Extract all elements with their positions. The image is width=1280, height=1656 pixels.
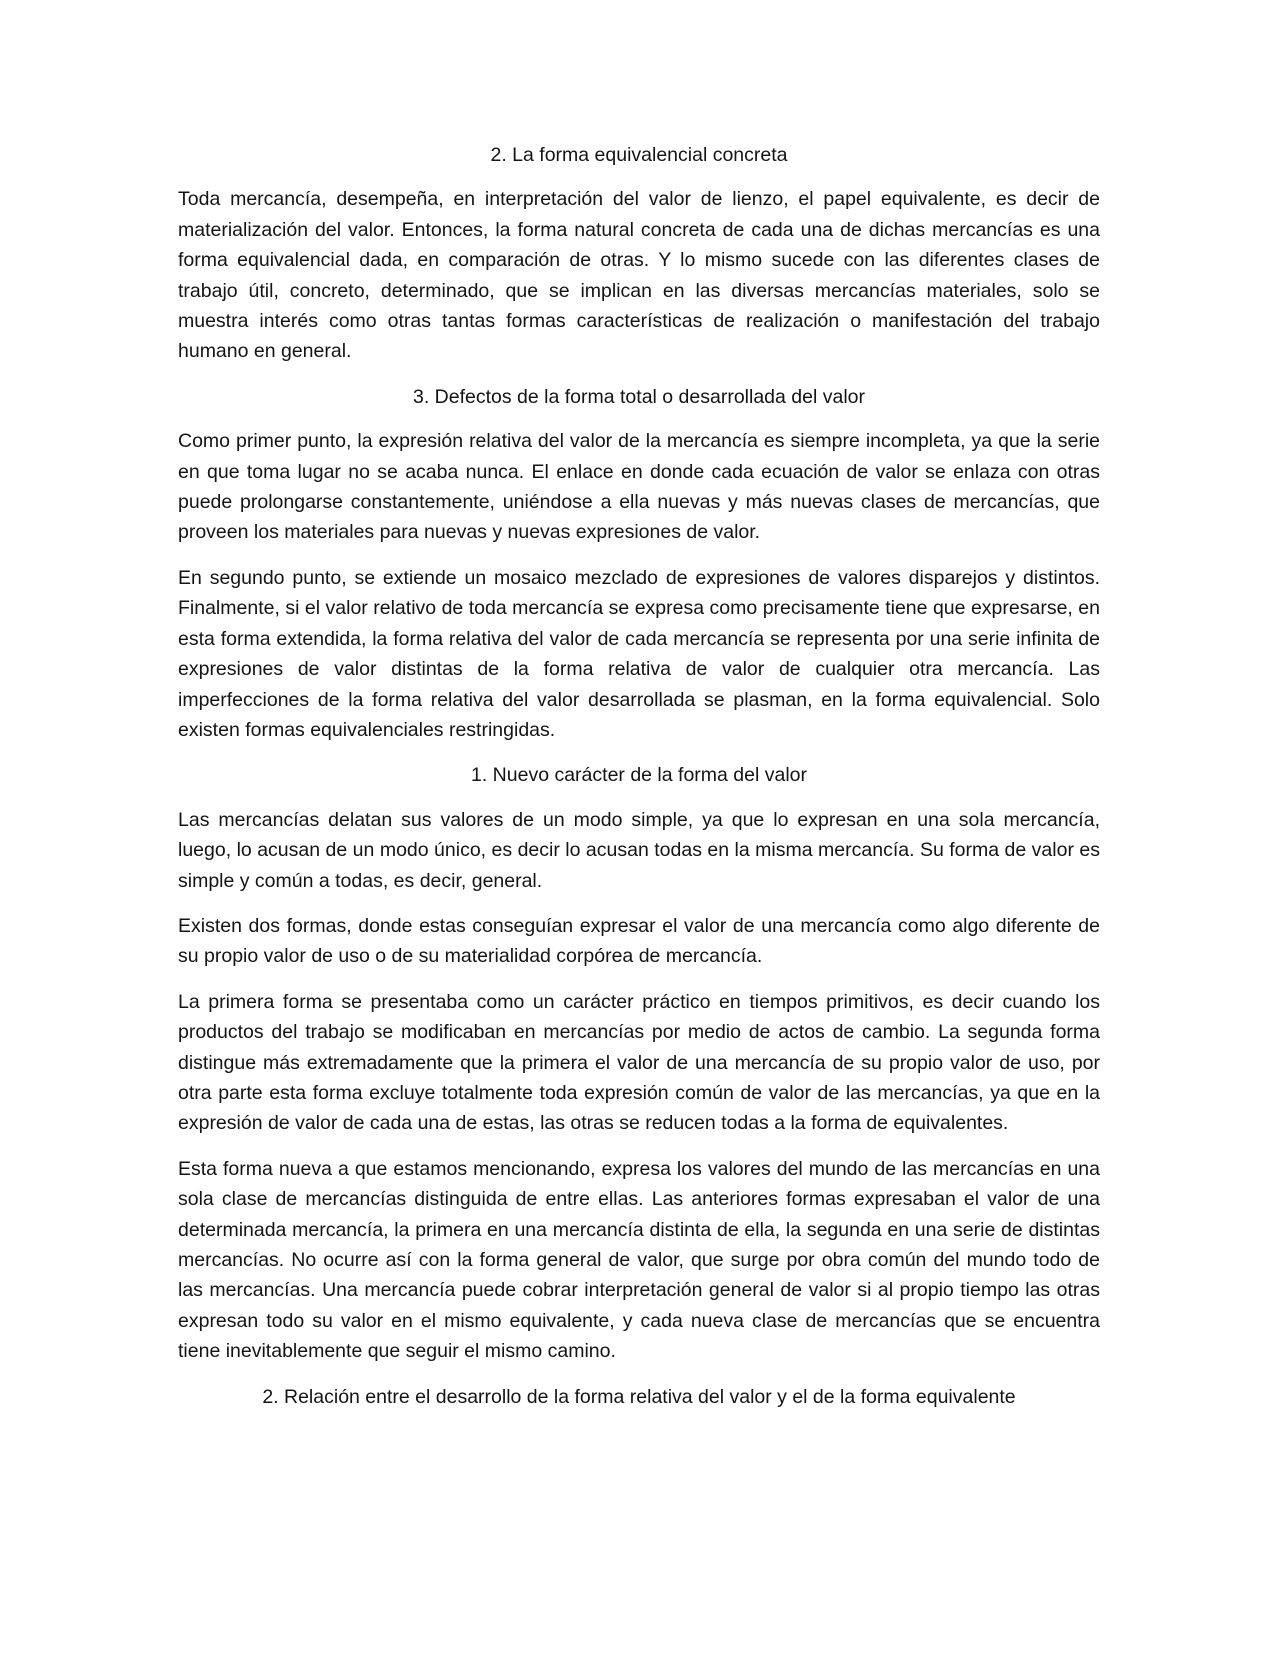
- paragraph: Toda mercancía, desempeña, en interpretación del valor de lienzo, el papel equivalente, es decir de materialización del valor. Entonces, la forma natural concreta de cada una de dichas mercancías es una forma equivalencial dada, en comparación de otras. Y lo mismo sucede con las diferentes clases de trabajo útil, concreto, determinado, que se implican en las diversas mercancías materiales, solo se muestra interés como otras tantas formas características de realización o manifestación del trabajo humano en general.: [178, 188, 1100, 363]
- section-heading: 2. Relación entre el desarrollo de la forma relativa del valor y el de la forma equivalente: [262, 1385, 1016, 1408]
- section-relacion-desarrollo: [178, 1382, 1100, 1412]
- paragraph: Existen dos formas, donde estas conseguían expresar el valor de una mercancía como algo diferente de su propio valor de uso o de su materialidad corpórea de mercancía.: [178, 914, 1100, 968]
- document-page: [178, 140, 1100, 1426]
- section-nuevo-caracter: [178, 760, 1100, 1366]
- paragraph: Como primer punto, la expresión relativa del valor de la mercancía es siempre incompleta, ya que la serie en que toma lugar no se acaba nunca. El enlace en donde cada ecuación de valor se enlaza con otras puede prolongarse constantemente, uniéndose a ella nuevas y más nuevas clases de mercancías, que proveen los materiales para nuevas y nuevas expresiones de valor.: [178, 430, 1100, 544]
- section-heading: 1. Nuevo carácter de la forma del valor: [471, 764, 807, 787]
- paragraph: Las mercancías delatan sus valores de un modo simple, ya que lo expresan en una sola mercancía, luego, lo acusan de un modo único, es decir lo acusan todas en la misma mercancía. Su forma de valor es simple y común a todas, es decir, general.: [178, 808, 1100, 892]
- paragraph: Esta forma nueva a que estamos mencionando, expresa los valores del mundo de las mercancías en una sola clase de mercancías distinguida de entre ellas. Las anteriores formas expresaban el valor de una determinada mercancía, la primera en una mercancía distinta de ella, la segunda en una serie de distintas mercancías. No ocurre así con la forma general de valor, que surge por obra común del mundo todo de las mercancías. Una mercancía puede cobrar interpretación general de valor si al propio tiempo las otras expresan todo su valor en el mismo equivalente, y cada nueva clase de mercancías que se encuentra tiene inevitablemente que seguir el mismo camino.: [178, 1157, 1100, 1363]
- section-heading: 2. La forma equivalencial concreta: [490, 144, 788, 166]
- paragraph: En segundo punto, se extiende un mosaico mezclado de expresiones de valores disparejos y distintos. Finalmente, si el valor relativo de toda mercancía se expresa como precisamente tiene que expresarse, en esta forma extendida, la forma relativa del valor de cada mercancía se representa por una serie infinita de expresiones de valor distintas de la forma relativa de valor de cualquier otra mercancía. Las imperfecciones de la forma relativa del valor desarrollada se plasman, en la forma equivalencial. Solo existen formas equivalenciales restringidas.: [178, 566, 1100, 741]
- section-defectos-forma-total: [178, 382, 1100, 745]
- section-heading: 3. Defectos de la forma total o desarrollada del valor: [413, 385, 865, 408]
- paragraph: La primera forma se presentaba como un carácter práctico en tiempos primitivos, es decir cuando los productos del trabajo se modificaban en mercancías por medio de actos de cambio. La segunda forma distingue más extremadamente que la primera el valor de una mercancía de su propio valor de uso, por otra parte esta forma excluye totalmente toda expresión común de valor de las mercancías, ya que en la expresión de valor de cada una de estas, las otras se reducen todas a la forma de equivalentes.: [178, 990, 1100, 1135]
- section-forma-equivalencial: [178, 140, 1100, 367]
